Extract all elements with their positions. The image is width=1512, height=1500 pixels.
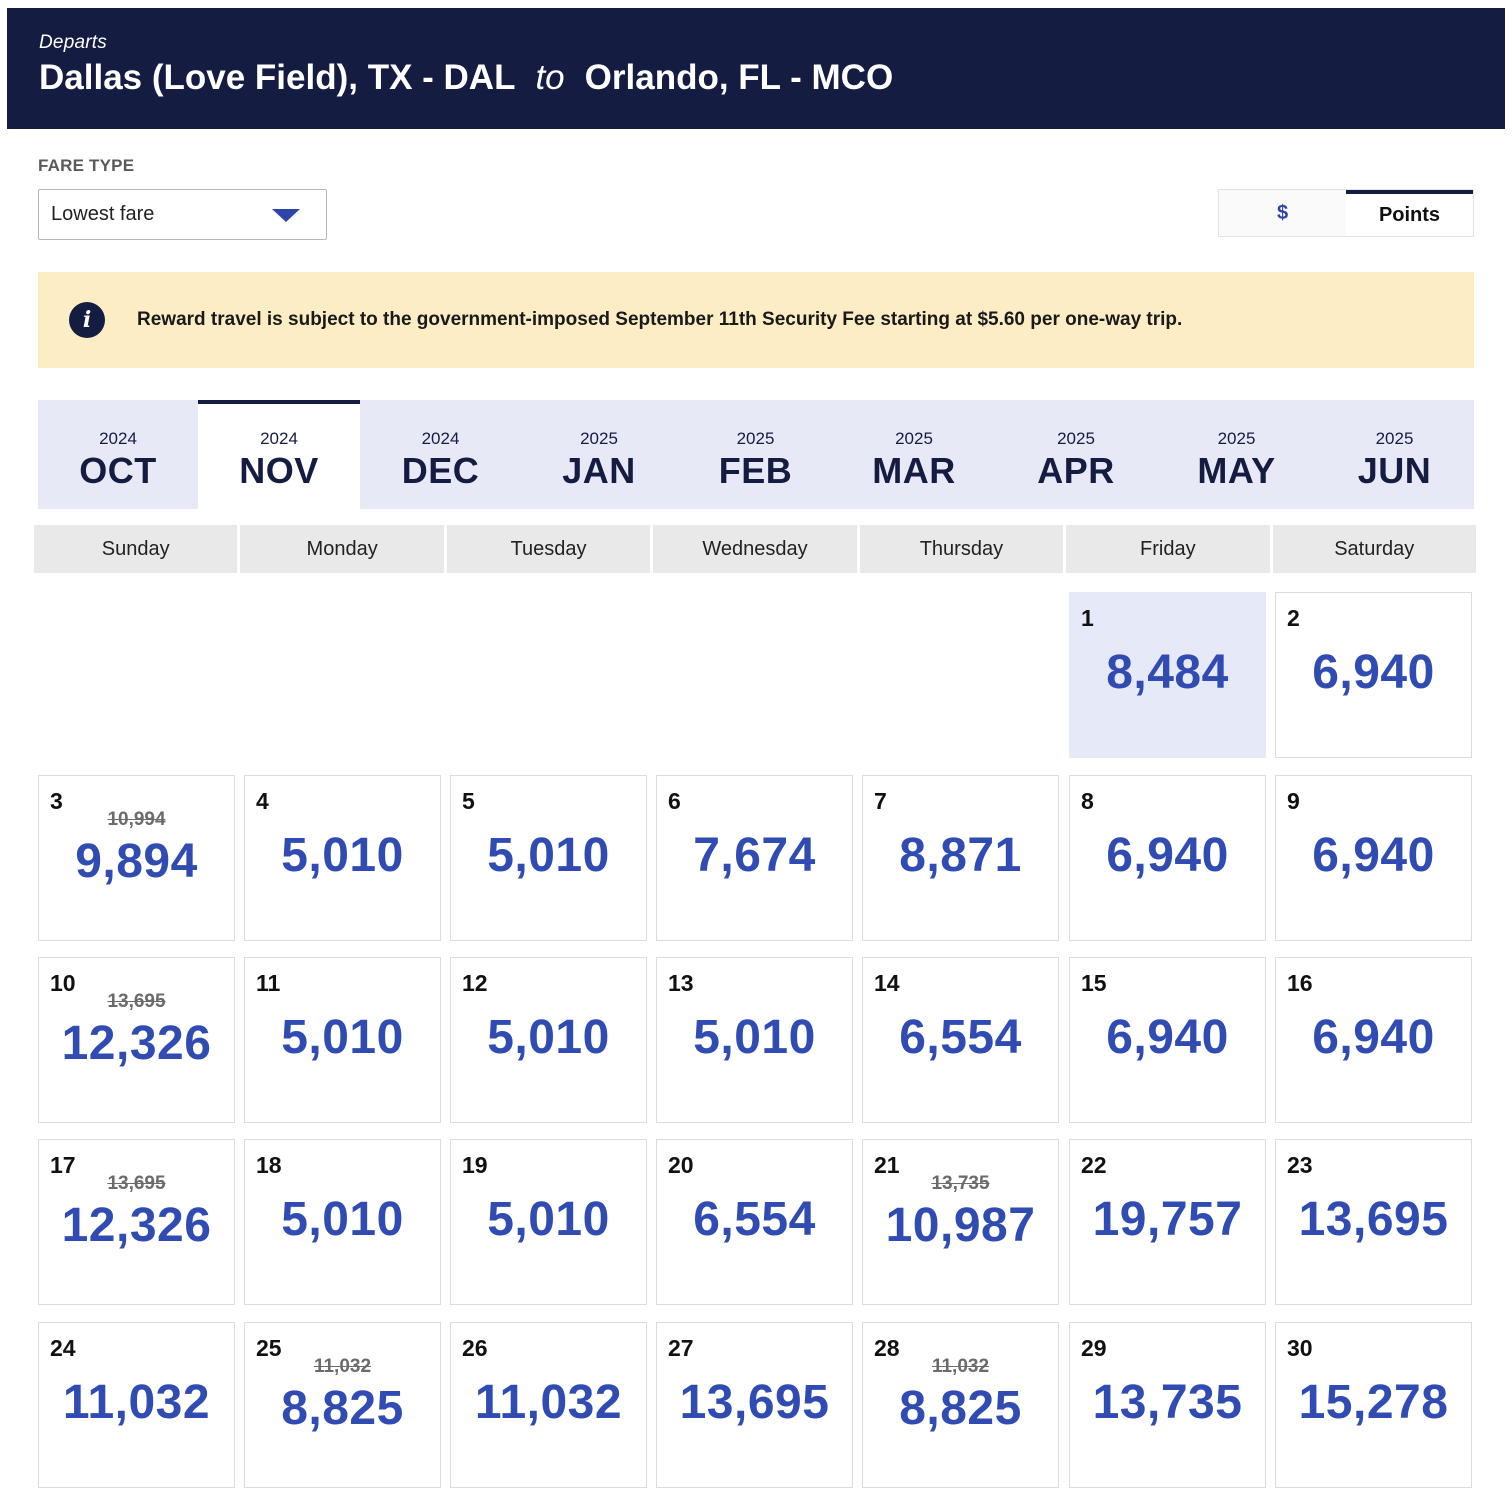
departs-label: Departs (39, 32, 107, 53)
tab-month-nov[interactable] (198, 400, 360, 509)
points-price: 12,326 (61, 1017, 212, 1070)
weekday-thursday: Thursday (860, 525, 1063, 573)
day-number: 24 (50, 1335, 76, 1361)
destination-airport: Orlando, FL - MCO (584, 58, 894, 97)
calendar-day-cell[interactable] (656, 957, 853, 1123)
calendar-day-cell[interactable] (1275, 957, 1472, 1123)
month-tabs (38, 400, 1474, 509)
calendar-day-cell[interactable] (656, 775, 853, 941)
calendar-day-cell[interactable] (38, 775, 235, 941)
calendar-day-cell[interactable] (1275, 775, 1472, 941)
month-tab-year: 2025 (580, 429, 618, 448)
day-number: 22 (1081, 1152, 1107, 1178)
month-tab-year: 2025 (736, 429, 775, 448)
tab-month-oct[interactable] (38, 400, 198, 509)
day-number: 10 (50, 970, 76, 996)
calendar-day-cell[interactable] (244, 1139, 441, 1305)
tab-month-jun[interactable] (1315, 400, 1474, 509)
calendar-day-cell[interactable] (1275, 1139, 1472, 1305)
day-number: 15 (1081, 970, 1107, 996)
points-price: 7,674 (693, 829, 816, 882)
weekday-header (34, 525, 1476, 573)
points-price: 5,010 (487, 829, 610, 882)
calendar-day-cell[interactable] (244, 775, 441, 941)
points-price: 11,032 (62, 1376, 211, 1429)
day-number: 21 (874, 1152, 900, 1178)
points-price: 8,484 (1106, 646, 1229, 699)
month-tab-label: NOV (239, 450, 319, 491)
calendar-day-cell[interactable] (1069, 775, 1266, 941)
day-number: 12 (462, 970, 488, 996)
security-fee-notice (38, 272, 1474, 368)
day-number: 6 (668, 788, 681, 814)
weekday-saturday: Saturday (1273, 525, 1476, 573)
day-number: 1 (1081, 605, 1094, 631)
day-number: 30 (1287, 1335, 1313, 1361)
calendar-day-cell[interactable] (38, 957, 235, 1123)
info-icon: i (69, 302, 105, 338)
points-price: 5,010 (281, 829, 404, 882)
calendar-day-cell[interactable] (450, 775, 647, 941)
month-tab-year: 2025 (1375, 429, 1414, 448)
calendar-day-cell[interactable] (1069, 957, 1266, 1123)
day-number: 19 (462, 1152, 488, 1178)
original-price: 11,032 (931, 1356, 990, 1377)
fare-type-label: FARE TYPE (38, 156, 135, 175)
month-tab-label: FEB (718, 450, 793, 491)
points-price: 5,010 (487, 1011, 610, 1064)
day-number: 5 (462, 788, 475, 814)
points-price: 6,554 (899, 1011, 1022, 1064)
calendar-day-cell[interactable] (862, 957, 1059, 1123)
points-price: 10,987 (885, 1199, 1036, 1252)
day-number: 2 (1287, 605, 1300, 631)
month-tab-year: 2025 (1057, 429, 1095, 448)
currency-toggle (1218, 189, 1474, 237)
weekday-monday: Monday (240, 525, 443, 573)
points-price: 8,825 (899, 1382, 1022, 1435)
points-price: 6,940 (1312, 829, 1435, 882)
month-tab-label: MAR (872, 450, 956, 491)
original-price: 11,032 (313, 1356, 372, 1377)
calendar-day-cell[interactable] (38, 1322, 235, 1488)
points-price: 6,940 (1106, 829, 1229, 882)
day-number: 9 (1287, 788, 1300, 814)
month-tab-label: MAY (1197, 450, 1276, 491)
calendar-day-cell[interactable] (862, 1139, 1059, 1305)
tab-month-may[interactable] (1158, 400, 1315, 509)
month-tab-label: OCT (79, 450, 157, 491)
month-tab-year: 2024 (260, 429, 298, 448)
month-tab-label: JAN (562, 450, 636, 491)
month-tab-year: 2025 (895, 429, 933, 448)
day-number: 14 (874, 970, 900, 996)
month-tab-label: APR (1037, 450, 1115, 491)
calendar-day-cell[interactable] (656, 1139, 853, 1305)
points-price: 6,940 (1106, 1011, 1229, 1064)
points-price: 13,695 (1298, 1193, 1449, 1246)
points-price: 6,554 (693, 1193, 816, 1246)
day-number: 17 (50, 1152, 76, 1178)
points-price: 13,695 (679, 1376, 830, 1429)
weekday-tuesday: Tuesday (447, 525, 650, 573)
day-number: 23 (1287, 1152, 1313, 1178)
day-number: 26 (462, 1335, 488, 1361)
tab-month-jan[interactable] (521, 400, 677, 509)
fare-type-value: Lowest fare (51, 203, 155, 225)
day-number: 20 (668, 1152, 694, 1178)
calendar-day-cell[interactable] (862, 1322, 1059, 1488)
to-word: to (535, 58, 565, 97)
points-price: 11,032 (474, 1376, 623, 1429)
original-price: 13,695 (107, 991, 166, 1012)
day-number: 7 (874, 788, 887, 814)
original-price: 13,735 (931, 1173, 990, 1194)
day-number: 25 (256, 1335, 282, 1361)
points-toggle-button[interactable]: Points (1346, 190, 1473, 236)
month-tab-year: 2024 (99, 429, 137, 448)
notice-text: Reward travel is subject to the government-imposed September 11th Security Fee starting at $5.60 per one-way trip. (137, 309, 1183, 330)
weekday-friday: Friday (1066, 525, 1269, 573)
day-number: 27 (668, 1335, 694, 1361)
calendar-day-cell[interactable] (450, 957, 647, 1123)
fare-type-select[interactable] (38, 189, 327, 240)
weekday-wednesday: Wednesday (653, 525, 856, 573)
day-number: 29 (1081, 1335, 1107, 1361)
calendar-day-cell[interactable] (450, 1322, 647, 1488)
tab-month-mar[interactable] (834, 400, 994, 509)
calendar-day-cell[interactable] (244, 1322, 441, 1488)
calendar-day-cell[interactable] (1069, 1322, 1266, 1488)
month-tab-label: JUN (1357, 450, 1432, 491)
calendar-day-cell[interactable] (38, 1139, 235, 1305)
points-price: 5,010 (281, 1011, 404, 1064)
calendar-day-cell[interactable] (862, 775, 1059, 941)
points-price: 6,940 (1312, 646, 1435, 699)
calendar-day-cell[interactable] (1069, 1139, 1266, 1305)
points-price: 8,871 (899, 829, 1022, 882)
weekday-sunday: Sunday (34, 525, 237, 573)
route-title (39, 58, 1505, 98)
points-price: 9,894 (75, 835, 198, 888)
origin-airport: Dallas (Love Field), TX - DAL (39, 58, 516, 97)
day-number: 13 (668, 970, 694, 996)
route-header (7, 8, 1505, 129)
points-price: 15,278 (1298, 1376, 1449, 1429)
month-tab-year: 2024 (421, 429, 460, 448)
tab-month-dec[interactable] (360, 400, 521, 509)
calendar-day-cell[interactable] (1275, 592, 1472, 758)
points-price: 6,940 (1312, 1011, 1435, 1064)
tab-month-feb[interactable] (677, 400, 834, 509)
original-price: 13,695 (107, 1173, 166, 1194)
points-price: 5,010 (487, 1193, 610, 1246)
points-price: 5,010 (693, 1011, 816, 1064)
month-tab-label: DEC (401, 450, 480, 491)
calendar-day-cell[interactable] (1069, 592, 1266, 758)
day-number: 28 (874, 1335, 900, 1361)
day-number: 11 (256, 970, 281, 996)
calendar-day-cell[interactable] (244, 957, 441, 1123)
points-price: 5,010 (281, 1193, 404, 1246)
calendar-day-cell[interactable] (1275, 1322, 1472, 1488)
month-tab-year: 2025 (1217, 429, 1256, 448)
points-price: 8,825 (281, 1382, 404, 1435)
day-number: 18 (256, 1152, 282, 1178)
day-number: 4 (256, 788, 269, 814)
day-number: 8 (1081, 788, 1094, 814)
day-number: 16 (1287, 970, 1313, 996)
dollar-toggle-button[interactable]: $ (1219, 190, 1346, 236)
points-price: 12,326 (61, 1199, 212, 1252)
tab-month-apr[interactable] (994, 400, 1158, 509)
calendar-day-cell[interactable] (656, 1322, 853, 1488)
day-number: 3 (50, 788, 63, 814)
calendar-day-cell[interactable] (450, 1139, 647, 1305)
original-price: 10,994 (107, 809, 166, 830)
points-price: 13,735 (1092, 1376, 1243, 1429)
chevron-down-icon (272, 209, 300, 222)
points-price: 19,757 (1092, 1193, 1243, 1246)
